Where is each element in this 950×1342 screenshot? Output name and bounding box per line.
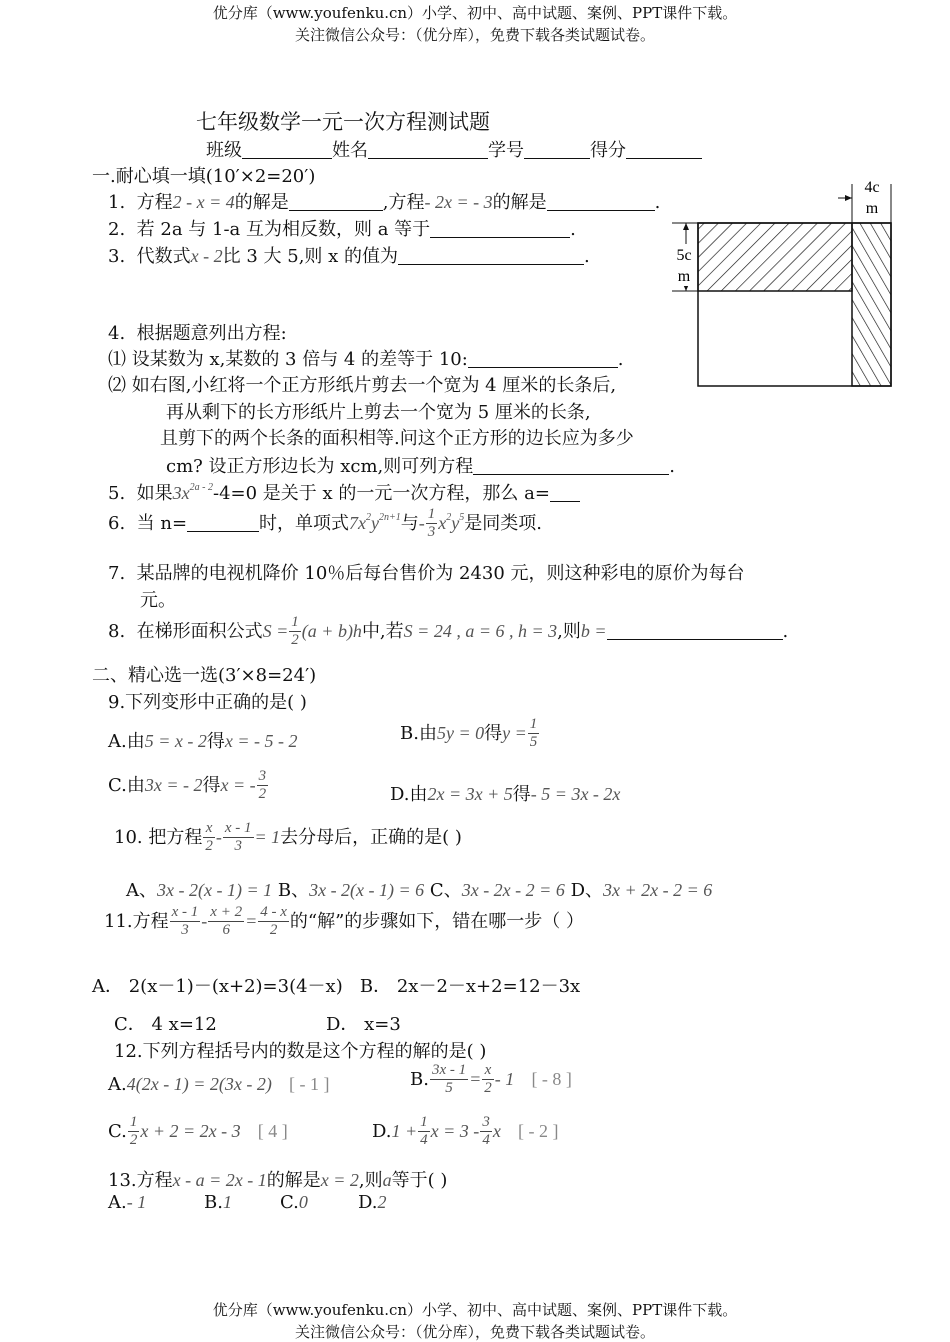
number-blank[interactable] (524, 140, 590, 159)
q12-option-b[interactable]: B. $\frac{3x - 1}{5}$ = $\frac{x}{2}$ - 1 [ - 8 ] (410, 1062, 572, 1097)
q6-blank[interactable] (187, 513, 259, 532)
question-13: 13.方程x - a = 2x - 1的解是x = 2,则a等于( ) (108, 1170, 448, 1191)
label-4cm-line2: m (865, 200, 879, 217)
label-4cm-line1: 4c (864, 179, 880, 196)
q13-option-d[interactable]: D.2 (358, 1192, 387, 1213)
section2-heading: 二、精心选一选(3′×8=24′) (92, 665, 317, 686)
q9-option-a[interactable]: A.由5 = x - 2得x = - 5 - 2 (108, 731, 298, 752)
info-line (206, 136, 702, 162)
q10-option-c[interactable]: C、3x - 2x - 2 = 6 (429, 880, 565, 901)
square-paper-figure (666, 176, 898, 392)
q13-option-b[interactable]: B.1 (204, 1192, 232, 1213)
question-4-part-2c: 且剪下的两个长条的面积相等.问这个正方形的边长应为多少 (160, 428, 634, 449)
dim-arrowhead-left-top (683, 223, 689, 230)
q12-option-c[interactable]: C. $\frac{1}{2}$ x + 2 = 2x - 3 [ 4 ] (108, 1114, 288, 1149)
q13-option-c[interactable]: C.0 (280, 1192, 308, 1213)
question-4-part-2b: 再从剩下的长方形纸片上剪去一个宽为 5 厘米的长条, (166, 402, 591, 423)
score-label: 得分 (590, 140, 626, 161)
q1-blank-1[interactable] (289, 192, 383, 211)
q2-blank[interactable] (430, 219, 570, 238)
q6-fraction: $\frac{1}{3}$ (427, 506, 436, 541)
q4-blank-1[interactable] (468, 349, 618, 368)
question-3: 3. 代数式x - 2比 3 大 5,则 x 的值为 . (108, 246, 590, 267)
question-1: 1. 方程2 - x = 4的解是 ,方程- 2x = - 3的解是 . (108, 192, 661, 213)
section1-heading: 一.耐心填一填(10′×2=20′) (92, 166, 316, 187)
question-4: 4. 根据题意列出方程: (108, 323, 287, 344)
page-title: 七年级数学一元一次方程测试题 (196, 110, 490, 134)
q8-fraction: $\frac{1}{2}$ (291, 614, 299, 649)
q4-blank-2[interactable] (473, 456, 669, 475)
header-line-2: 关注微信公众号：（优分库），免费下载各类试题试卷。 (294, 26, 655, 44)
number-label: 学号 (488, 140, 524, 161)
q9-option-c[interactable]: C.由3x = - 2得x = - $\frac{3}{2}$ (108, 768, 267, 803)
q11-option-d[interactable]: D． x=3 (326, 1014, 401, 1035)
question-4-part-2d: cm? 设正方形边长为 xcm,则可列方程 . (166, 456, 675, 477)
horizontal-strip-5cm (698, 223, 852, 291)
class-blank[interactable] (242, 140, 332, 159)
footer-line-1: 优分库（www.youfenku.cn）小学、初中、高中试题、案例、PPT课件下载。 (212, 1301, 738, 1319)
score-blank[interactable] (626, 140, 702, 159)
question-5: 5. 如果$3x^{2a - 2}-4=0$ 是关于 x 的一元一次方程，那么 a= (108, 479, 580, 505)
q10-option-b[interactable]: B、3x - 2(x - 1) = 6 (277, 880, 425, 901)
q9-option-b[interactable]: B.由5y = 0得y = $\frac{1}{5}$ (400, 716, 538, 751)
question-7-cont: 元。 (140, 590, 176, 611)
q10-option-d[interactable]: D、3x + 2x - 2 = 6 (570, 880, 713, 901)
header-line-1: 优分库（www.youfenku.cn）小学、初中、高中试题、案例、PPT课件下载。 (212, 4, 738, 22)
q5-blank[interactable] (550, 483, 580, 502)
question-8: 8. 在梯形面积公式S = $\frac{1}{2}$ (a + b)h中,若S = 24 , a = 6 , h = 3,则b = . (108, 614, 789, 649)
question-12: 12.下列方程括号内的数是这个方程的解的是( ) (114, 1041, 487, 1062)
q3-blank[interactable] (398, 246, 584, 265)
q11-option-a[interactable]: A． 2(x－1)－(x+2)=3(4－x) (92, 976, 343, 997)
question-4-part-1: ⑴ 设某数为 x,某数的 3 倍与 4 的差等于 10: . (108, 349, 624, 370)
q12-option-d[interactable]: D.1 + $\frac{1}{4}$ x = 3 - $\frac{3}{4}$ x [ - 2 ] (372, 1114, 559, 1149)
dim-arrowhead-top (845, 195, 852, 201)
question-4-part-2a: ⑵ 如右图,小红将一个正方形纸片剪去一个宽为 4 厘米的长条后, (108, 375, 617, 396)
q9-option-d[interactable]: D.由2x = 3x + 5得- 5 = 3x - 2x (390, 784, 621, 805)
class-label: 班级 (206, 140, 242, 161)
question-7: 7. 某品牌的电视机降价 10％后每台售价为 2430 元，则这种彩电的原价为每台 (108, 563, 745, 584)
q13-option-a[interactable]: A.- 1 (108, 1192, 147, 1213)
question-6: 6. 当 n= 时，单项式$7x^2y^{2n+1}$与- $\frac{1}{3}$ $x^2y^5$是同类项. (108, 506, 543, 541)
vertical-strip-4cm (852, 223, 891, 386)
q10-options (126, 876, 712, 902)
q1-blank-2[interactable] (547, 192, 655, 211)
q11-option-b[interactable]: B． 2x－2－x+2=12－3x (359, 976, 581, 997)
q11-option-c[interactable]: C． 4 x=12 (114, 1014, 217, 1035)
question-11: 11.方程 $\frac{x - 1}{3}$ - $\frac{x + 2}{6}$ = $\frac{4 - x}{2}$ 的“解”的步骤如下，错在哪一步（ ） (104, 904, 585, 939)
question-9: 9.下列变形中正确的是( ) (108, 692, 307, 713)
question-10: 10. 把方程 $\frac{x}{2}$ - $\frac{x - 1}{3}$ = 1去分母后，正确的是( ) (114, 820, 462, 855)
q11-options-ab (92, 972, 580, 998)
q10-option-a[interactable]: A、3x - 2(x - 1) = 1 (126, 880, 273, 901)
footer-line-2: 关注微信公众号：（优分库），免费下载各类试题试卷。 (294, 1323, 655, 1341)
name-label: 姓名 (332, 140, 368, 161)
q12-option-a[interactable]: A.4(2x - 1) = 2(3x - 2) [ - 1 ] (108, 1074, 330, 1095)
label-5cm-line2: m (677, 268, 691, 285)
question-2: 2. 若 2a 与 1-a 互为相反数，则 a 等于 . (108, 219, 576, 240)
label-5cm-line1: 5c (676, 247, 692, 264)
name-blank[interactable] (368, 140, 488, 159)
q8-blank[interactable] (607, 621, 783, 640)
